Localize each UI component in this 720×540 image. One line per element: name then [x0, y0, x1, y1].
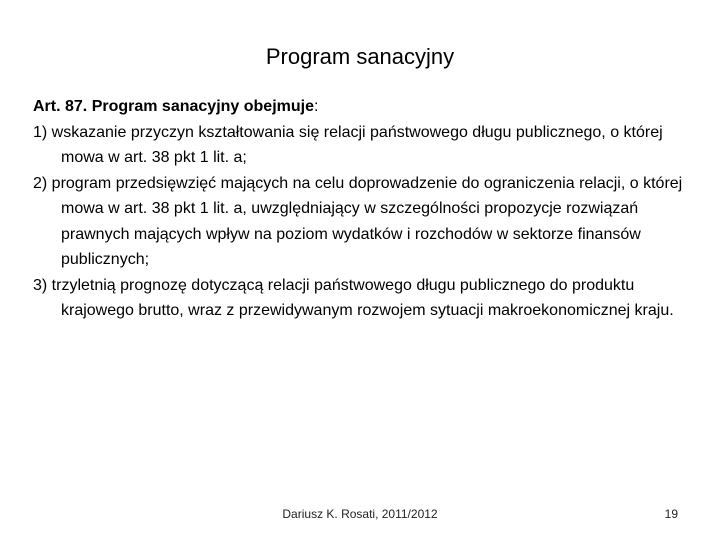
- article-heading: [33, 94, 688, 120]
- article-heading-bold: Art. 87. Program sanacyjny obejmuje: [33, 98, 314, 115]
- list-item: 1) wskazanie przyczyn kształtowania się relacji państwowego długu publicznego, o której mowa w art. 38 pkt 1 lit. a;: [33, 123, 663, 166]
- slide-body: [33, 94, 688, 324]
- list-item: 3) trzyletnią prognozę dotyczącą relacji państwowego długu publicznego do produktu krajowego brutto, wraz z przewidywanym rozwojem sytuacji makroekonomicznej kraju.: [33, 276, 674, 319]
- slide-title: Program sanacyjny: [265, 44, 455, 69]
- footer-author: Dariusz K. Rosati, 2011/2012: [282, 507, 438, 521]
- page-number: 19: [664, 507, 678, 521]
- slide-footer: [0, 506, 720, 522]
- article-heading-colon: :: [314, 98, 319, 115]
- list-item: 2) program przedsięwzięć mających na celu doprowadzenie do ograniczenia relacji, o której mowa w art. 38 pkt 1 lit. a, uwzględniający w szczególności propozycje rozwiązań prawnych mających wpływ na poziom wydatków i rozchodów w sektorze finansów publicznych;: [33, 174, 683, 268]
